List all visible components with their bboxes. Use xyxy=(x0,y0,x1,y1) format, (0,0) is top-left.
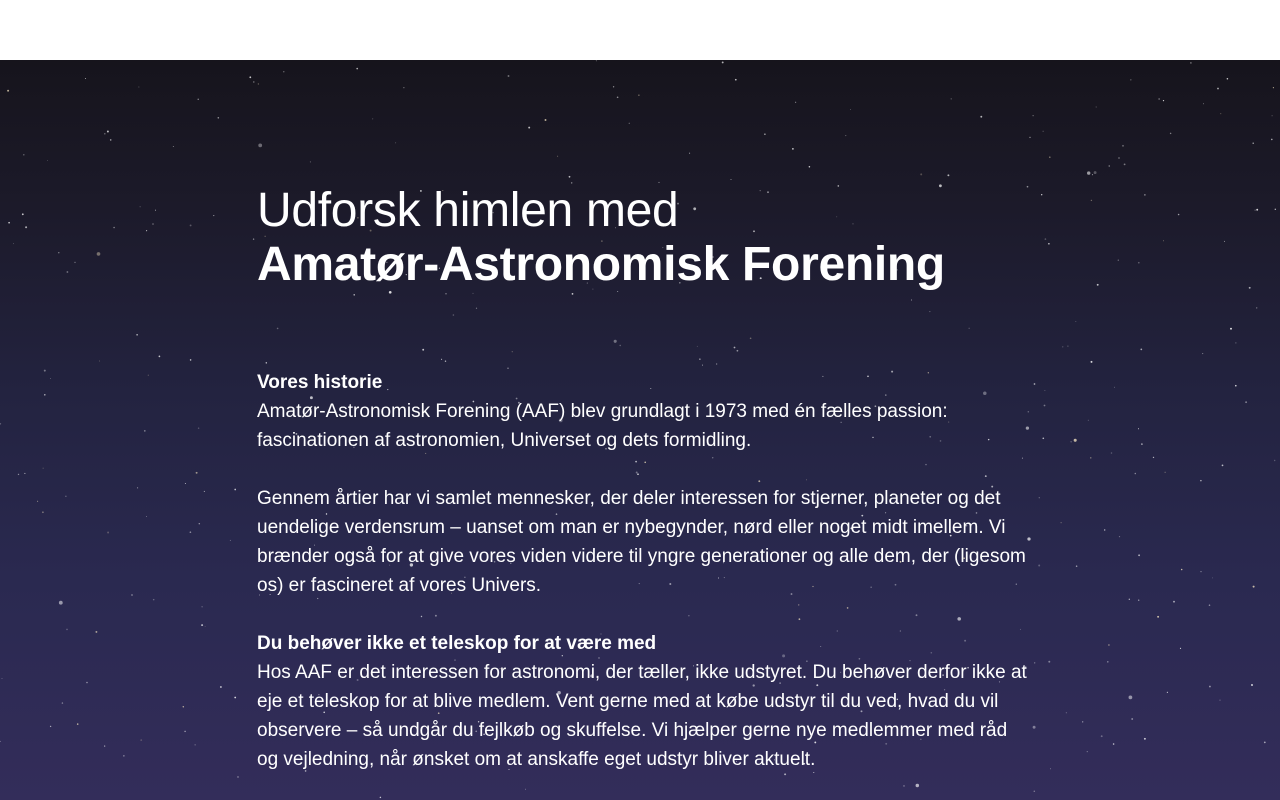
star-dot xyxy=(1067,345,1068,346)
hero-title-organization: Amatør-Astronomisk Forening xyxy=(257,238,945,291)
star-dot xyxy=(104,133,106,135)
star-dot xyxy=(1271,139,1273,141)
star-dot xyxy=(50,726,51,727)
star-dot xyxy=(1034,662,1035,663)
star-dot xyxy=(65,496,66,497)
star-dot xyxy=(62,702,63,703)
star-dot xyxy=(1153,457,1154,458)
star-dot xyxy=(1249,287,1251,289)
star-dot xyxy=(1033,115,1034,116)
star-dot xyxy=(50,378,51,379)
telescope-heading: Du behøver ikke et teleskop for at være med xyxy=(257,633,657,654)
star-dot xyxy=(237,776,238,777)
star-dot xyxy=(1144,194,1145,195)
star-dot xyxy=(1131,718,1133,720)
hero-content xyxy=(257,184,1027,800)
star-dot xyxy=(1203,103,1204,104)
star-dot xyxy=(1062,346,1063,347)
star-dot xyxy=(1224,241,1225,242)
star-dot xyxy=(159,356,161,358)
star-dot xyxy=(356,68,358,70)
star-dot xyxy=(7,90,9,92)
top-header-bar xyxy=(0,0,1280,60)
star-dot xyxy=(1091,200,1092,201)
star-dot xyxy=(22,213,24,215)
star-dot xyxy=(148,375,149,376)
star-dot xyxy=(1075,321,1076,322)
star-dot xyxy=(1264,742,1266,744)
star-dot xyxy=(18,474,19,475)
star-dot xyxy=(283,71,284,72)
star-dot xyxy=(920,173,922,175)
star-dot xyxy=(43,468,44,469)
star-dot xyxy=(1256,307,1257,308)
star-dot xyxy=(97,252,101,256)
star-dot xyxy=(113,227,115,229)
star-dot xyxy=(185,483,186,484)
star-dot xyxy=(1118,157,1119,158)
star-dot xyxy=(1190,62,1192,64)
star-dot xyxy=(1042,437,1044,439)
star-dot xyxy=(1096,106,1097,107)
star-dot xyxy=(77,723,78,724)
star-dot xyxy=(395,143,396,144)
star-dot xyxy=(1220,113,1221,114)
star-dot xyxy=(24,473,25,474)
star-dot xyxy=(67,271,69,273)
star-dot xyxy=(1033,726,1036,729)
star-dot xyxy=(1209,604,1211,606)
star-dot xyxy=(153,599,155,601)
star-dot xyxy=(1272,115,1273,116)
star-dot xyxy=(85,78,86,79)
star-dot xyxy=(1135,473,1137,475)
star-dot xyxy=(1119,536,1120,537)
star-dot xyxy=(1041,194,1042,195)
star-dot xyxy=(947,174,949,176)
star-dot xyxy=(1129,696,1133,700)
star-dot xyxy=(1039,497,1040,498)
star-dot xyxy=(1044,390,1045,391)
star-dot xyxy=(1138,554,1140,556)
star-dot xyxy=(1050,768,1051,769)
star-dot xyxy=(1202,353,1203,354)
star-dot xyxy=(1122,145,1124,147)
star-dot xyxy=(253,238,254,239)
star-dot xyxy=(372,118,373,119)
star-dot xyxy=(403,87,404,88)
star-dot xyxy=(152,223,154,225)
star-dot xyxy=(23,154,25,156)
star-dot xyxy=(25,226,27,228)
star-dot xyxy=(951,98,952,99)
star-dot xyxy=(1028,411,1030,413)
star-dot xyxy=(8,222,10,224)
star-dot xyxy=(1235,385,1237,387)
star-dot xyxy=(1138,599,1139,600)
history-paragraph: Gennem årtier har vi samlet mennesker, der deler interessen for stjerner, planeter og det uendelige verdensrum – uanset om man er nybegynder, nørd eller noget midt imellem. Vi brænder også for at give vores viden videre til yngre generationer og alle dem, der (ligesom os) er fascineret af vores Univers. xyxy=(257,488,1026,596)
star-dot xyxy=(1094,171,1097,174)
star-dot xyxy=(1252,143,1253,144)
history-paragraph: Amatør-Astronomisk Forening (AAF) blev grundlagt i 1973 med én fælles passion: fascinationen af astronomien, Universet og dets formidling. xyxy=(257,401,948,451)
star-dot xyxy=(1034,791,1036,793)
star-dot xyxy=(508,75,510,77)
star-dot xyxy=(195,744,196,745)
star-dot xyxy=(205,626,206,627)
star-dot xyxy=(183,706,184,707)
star-dot xyxy=(569,176,571,178)
star-dot xyxy=(13,243,14,244)
star-dot xyxy=(764,133,766,135)
star-dot xyxy=(1251,684,1253,686)
star-dot xyxy=(980,116,982,118)
star-dot xyxy=(253,81,254,82)
star-dot xyxy=(1027,537,1030,540)
star-dot xyxy=(42,511,44,513)
star-dot xyxy=(1092,174,1093,175)
star-dot xyxy=(629,123,630,124)
star-dot xyxy=(204,491,205,492)
star-dot xyxy=(1144,738,1146,740)
star-dot xyxy=(196,472,198,474)
star-dot xyxy=(1108,644,1110,646)
star-dot xyxy=(1222,465,1224,467)
star-dot xyxy=(545,119,547,121)
star-dot xyxy=(850,109,851,110)
star-dot xyxy=(47,160,48,161)
star-dot xyxy=(95,631,97,633)
star-dot xyxy=(809,166,811,168)
star-dot xyxy=(146,230,147,231)
star-dot xyxy=(74,262,75,263)
star-dot xyxy=(1129,599,1130,600)
star-dot xyxy=(1227,78,1229,80)
star-dot xyxy=(213,215,214,216)
star-dot xyxy=(1170,133,1172,135)
star-dot xyxy=(1165,472,1166,473)
star-dot xyxy=(1230,328,1232,330)
star-dot xyxy=(1157,616,1159,618)
star-dot xyxy=(792,148,794,150)
star-dot xyxy=(722,61,724,63)
star-dot xyxy=(735,79,737,81)
star-dot xyxy=(1130,79,1132,81)
hero-section xyxy=(0,60,1280,800)
star-dot xyxy=(1061,522,1062,523)
star-dot xyxy=(1140,349,1142,351)
star-dot xyxy=(557,156,558,157)
star-dot xyxy=(1138,428,1139,429)
star-dot xyxy=(845,135,846,136)
star-dot xyxy=(1029,137,1030,138)
star-dot xyxy=(190,359,192,361)
star-dot xyxy=(0,741,1,742)
star-dot xyxy=(1048,661,1050,663)
star-dot xyxy=(1043,131,1044,132)
star-dot xyxy=(234,489,236,491)
star-dot xyxy=(44,370,46,372)
star-dot xyxy=(1038,565,1040,567)
star-dot xyxy=(110,139,112,141)
star-dot xyxy=(1275,209,1276,210)
star-dot xyxy=(1090,457,1091,458)
star-dot xyxy=(198,427,199,428)
star-dot xyxy=(155,210,156,211)
star-dot xyxy=(1066,712,1067,713)
star-dot xyxy=(37,501,38,502)
star-dot xyxy=(1097,284,1099,286)
star-dot xyxy=(234,697,236,699)
star-dot xyxy=(137,487,138,488)
star-dot xyxy=(1074,439,1077,442)
star-dot xyxy=(1181,569,1183,571)
star-dot xyxy=(58,252,59,253)
star-dot xyxy=(795,102,796,103)
star-dot xyxy=(249,76,251,78)
star-dot xyxy=(617,96,619,98)
star-dot xyxy=(184,731,186,733)
star-dot xyxy=(44,394,46,396)
telescope-section xyxy=(257,629,1027,774)
star-dot xyxy=(1138,262,1140,264)
star-dot xyxy=(131,594,132,595)
star-dot xyxy=(107,532,109,534)
star-dot xyxy=(1101,735,1103,737)
star-dot xyxy=(1049,156,1051,158)
star-dot xyxy=(146,516,147,517)
star-dot xyxy=(1107,661,1108,662)
star-dot xyxy=(258,144,262,148)
star-dot xyxy=(1173,601,1175,603)
star-dot xyxy=(658,182,659,183)
star-dot xyxy=(136,334,138,336)
star-dot xyxy=(1219,700,1220,701)
star-dot xyxy=(1091,361,1093,363)
star-dot xyxy=(140,739,142,741)
star-dot xyxy=(1274,460,1275,461)
star-dot xyxy=(1045,238,1047,240)
star-dot xyxy=(1087,171,1090,174)
star-dot xyxy=(1180,648,1181,649)
star-dot xyxy=(1209,686,1211,688)
star-dot xyxy=(731,179,732,180)
star-dot xyxy=(1158,98,1159,99)
star-dot xyxy=(1113,743,1115,745)
star-dot xyxy=(173,146,174,147)
history-heading: Vores historie xyxy=(257,372,383,393)
star-dot xyxy=(1253,586,1255,588)
star-dot xyxy=(1104,529,1105,530)
star-dot xyxy=(1076,565,1078,567)
star-dot xyxy=(107,131,109,133)
star-dot xyxy=(144,430,146,432)
star-dot xyxy=(201,606,202,607)
star-dot xyxy=(1070,441,1071,442)
star-dot xyxy=(190,531,192,533)
star-dot xyxy=(1163,240,1164,241)
star-dot xyxy=(1124,163,1126,165)
star-dot xyxy=(201,624,203,626)
telescope-paragraph: Hos AAF er det interessen for astronomi, der tæller, ikke udstyret. Du behøver derfor ikke at eje et teleskop for at blive medlem. Vent gerne med at købe udstyr til du ved, hvad du vil observere – så undgår du fejlkøb og skuffelse. Vi hjælper gerne nye medlemmer med råd og vejledning, når ønsket om at anskaffe eget udstyr bliver aktuelt. xyxy=(257,662,1027,770)
history-section xyxy=(257,368,1027,600)
star-dot xyxy=(1141,443,1143,445)
star-dot xyxy=(99,361,100,362)
star-dot xyxy=(190,224,192,226)
star-dot xyxy=(140,206,141,207)
star-dot xyxy=(218,117,220,119)
star-dot xyxy=(1088,420,1089,421)
star-dot xyxy=(1118,260,1119,261)
star-dot xyxy=(198,99,199,100)
star-dot xyxy=(2,678,3,679)
star-dot xyxy=(638,95,639,96)
star-dot xyxy=(1111,452,1113,454)
star-dot xyxy=(199,523,200,524)
star-dot xyxy=(1034,383,1036,385)
star-dot xyxy=(86,682,88,684)
star-dot xyxy=(1235,342,1236,343)
star-dot xyxy=(1109,165,1110,166)
star-dot xyxy=(104,746,105,747)
star-dot xyxy=(1217,88,1219,90)
star-dot xyxy=(1245,401,1247,403)
star-dot xyxy=(123,755,124,756)
star-dot xyxy=(310,161,311,162)
star-dot xyxy=(1044,405,1046,407)
star-dot xyxy=(0,423,1,425)
star-dot xyxy=(1167,692,1168,693)
star-dot xyxy=(1048,243,1050,245)
star-dot xyxy=(1087,751,1088,752)
hero-title-intro: Udforsk himlen med xyxy=(257,184,679,237)
star-dot xyxy=(1114,387,1115,388)
star-dot xyxy=(1273,87,1274,88)
star-dot xyxy=(230,540,231,541)
star-dot xyxy=(66,629,68,631)
star-dot xyxy=(1163,100,1164,101)
star-dot xyxy=(258,83,259,84)
star-dot xyxy=(139,87,140,88)
star-dot xyxy=(1200,480,1202,482)
star-dot xyxy=(1178,214,1180,216)
star-dot xyxy=(1200,571,1201,572)
star-dot xyxy=(596,60,597,61)
star-dot xyxy=(1255,210,1256,211)
star-dot xyxy=(613,86,614,87)
star-dot xyxy=(528,127,530,129)
star-dot xyxy=(689,153,690,154)
star-dot xyxy=(1212,577,1213,578)
star-dot xyxy=(59,601,63,605)
star-dot xyxy=(1082,721,1083,722)
star-dot xyxy=(1256,209,1258,211)
star-dot xyxy=(220,686,222,688)
